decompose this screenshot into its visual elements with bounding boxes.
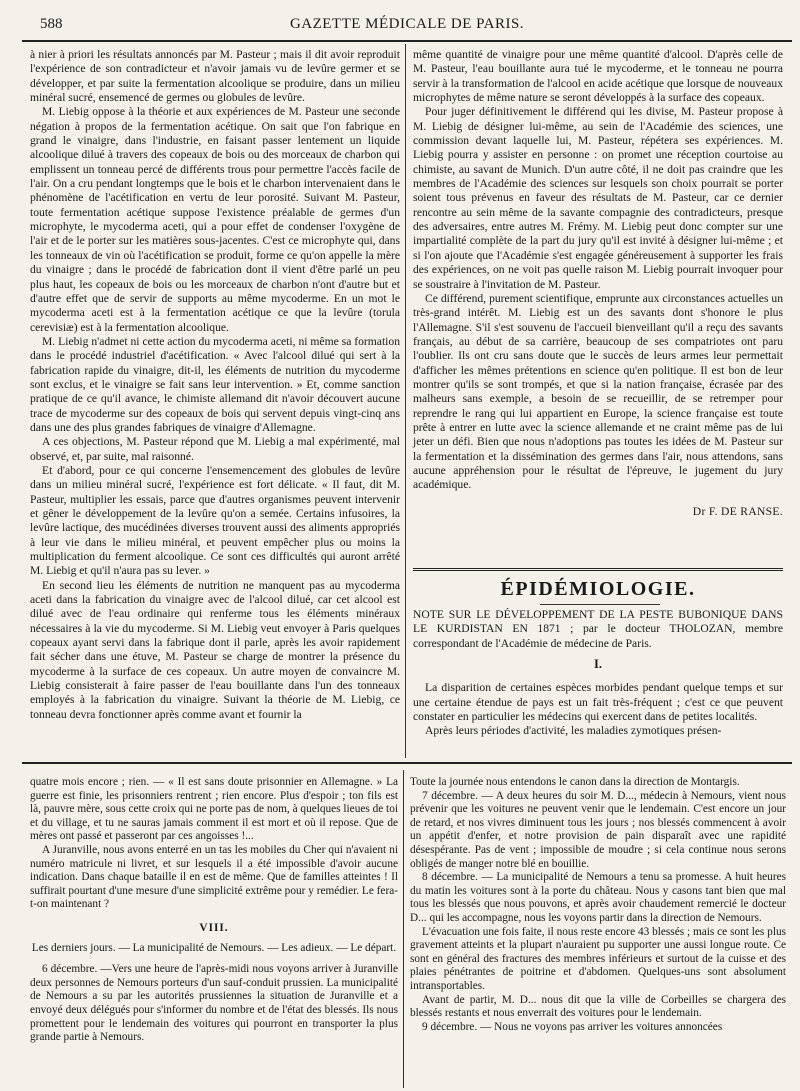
note-title: NOTE SUR LE DÉVELOPPEMENT DE LA PESTE BUBONIQUE DANS LE KURDISTAN EN 1871 ; par le docteur THOLOZAN, membre correspondant de l'Académie de médecine de Paris.: [413, 608, 783, 650]
feuilleton-separator: [22, 762, 792, 764]
feuilleton-left-column: [30, 776, 398, 1045]
page-number: 588: [40, 16, 63, 32]
paragraph: A ces objections, M. Pasteur répond que M. Liebig a mal expérimenté, mal observé, et, par suite, mal raisonné.: [30, 435, 400, 463]
author-signature: Dr F. DE RANSE.: [692, 504, 783, 518]
paragraph: Après leurs périodes d'activité, les maladies zymotiques présen-: [425, 724, 722, 738]
paragraph: 9 décembre. — Nous ne voyons pas arriver les voitures annoncées: [422, 1020, 723, 1033]
chapter-summary: Les derniers jours. — La municipalité de Nemours. — Les adieux. — Le départ.: [31, 941, 397, 954]
paragraph: 7 décembre. — A deux heures du soir M. D..., médecin à Nemours, vient nous prévenir que les voitures ne peuvent venir que le lendemain. C'est encore un jour de retard, et nos vivres diminuent tous les jours ; nos blessés commencent à avoir un appétit d'enfer, et notre provision de pain disparaît avec une rapidité désespérante. Pas de vent ; impossible de moudre ; si cela continue nous serons obligés de manger notre blé en bouillie.: [410, 789, 786, 870]
section-title: ÉPIDÉMIOLOGIE.: [500, 578, 696, 600]
left-column: [30, 48, 400, 756]
paragraph: 6 décembre. —Vers une heure de l'après-midi nous voyons arriver à Juranville deux personnes de Nemours porteurs d'un sauf-conduit prussien. La municipalité de Nemours a su par les autorités prussiennes la situation de Juranville et a envoyé deux délégués pour s'informer du nombre et de l'état des blessés. Ils nous promettent pour le lendemain des voitures qui pourront en transporter la plus grande partie à Nemours.: [30, 963, 398, 1044]
paragraph: La disparition de certaines espèces morbides pendant quelque temps et sur une certaine étendue de pays est un fait très-fréquent ; c'est ce que peuvent constater en particulier les médecins qui exercent dans de petites localités.: [413, 681, 783, 724]
journal-title: GAZETTE MÉDICALE DE PARIS.: [289, 16, 525, 32]
paragraph: 8 décembre. — La municipalité de Nemours a tenu sa promesse. A huit heures du matin les voitures sont à la porte du château. Nous y casons tant bien que mal tous les blessés que nous pouvons, et après avoir chaudement remercié le docteur D... qui les accompagne, nous les voyons partir dans la direction de Nemours.: [410, 871, 786, 924]
column-divider: [403, 770, 404, 1088]
column-divider: [405, 44, 406, 758]
paragraph: M. Liebig n'admet ni cette action du mycoderma aceti, ni même sa formation dans le procédé industriel d'acétification. « Avec l'alcool dilué qui sert à la fabrication rapide du vinaigre, dit-il, les éléments de nutrition du mycoderme sont exclus, et le vinaigre se fait sans leur intervention. » Et, comme sanction pratique de ce qu'il avance, le chimiste allemand dit n'avoir découvert aucune trace de mycoderme sur des copeaux de bois qui servent depuis vingt-cinq ans dans une des plus grandes fabriques de vinaigre d'Allemagne.: [30, 334, 400, 434]
right-column: [413, 48, 783, 519]
running-head: [22, 10, 792, 42]
paragraph: Pour juger définitivement le différend qui les divise, M. Pasteur propose à M. Liebig de désigner lui-même, au sein de l'Académie des sciences, une commission devant laquelle lui, M. Pasteur, répétera ses expériences. M. Liebig pourra y assister en personne : on promet une réception courtoise au chimiste, au savant de Munich. D'un autre côté, il ne doit pas craindre que les membres de l'Académie des sciences sur lesquels son choix pourrait se porter soient tous prévenus en faveur des résultats de M. Pasteur, car ce dernier rencontre au sein même de la savante compagnie des contradicteurs, presque des adversaires, entre autres M. Frémy. M. Liebig peut donc compter sur une impartialité complète de la part du jury qu'il est invité à désigner lui-même ; et si l'on ajoute que l'Académie s'est engagée généreusement à supporter les frais des expériences, on ne voit pas quelle raison M. Liebig pourrait invoquer pour se soustraire à l'invitation de M. Pasteur.: [413, 105, 783, 291]
paragraph: L'évacuation une fois faite, il nous reste encore 43 blessés ; mais ce sont les plus gravement atteints et la plupart n'auraient pu supporter une aussi longue route. Ce sont en général des fractures des membres inférieurs et surtout de la cuisse et des plaies pénétrantes de poitrine et d'abdomen. Quelques-uns sont absolument intransportables.: [410, 925, 786, 992]
paragraph: même quantité de vinaigre pour une même quantité d'alcool. D'après celle de M. Pasteur, l'eau bouillante aura tué le mycoderme, et le tonneau ne pourra servir à la transformation de l'alcool en acide acétique que lorsque de nouveaux microphytes de même nature se seront développés à la surface des copeaux.: [413, 48, 783, 105]
paragraph: A Juranville, nous avons enterré en un tas les mobiles du Cher qui n'avaient ni numéro matricule ni livret, et sur lesquels il a été impossible d'avoir aucune indication. Dans chaque bataille il en est de même. Que de familles atteintes ! Il suffirait pourtant d'une mesure d'une simplicité extrême pour y remédier. Le fera-t-on maintenant ?: [30, 843, 398, 911]
part-number: I.: [594, 657, 602, 672]
paragraph: Toute la journée nous entendons le canon dans la direction de Montargis.: [410, 776, 740, 788]
epidemiology-article: [413, 608, 783, 739]
paragraph: En second lieu les éléments de nutrition ne manquent pas au mycoderma aceti dans la fabrication du vinaigre avec de l'alcool dilué, car cet alcool est dilué avec de l'eau ordinaire qui renferme tous les éléments minéraux nécessaires à la vie du mycoderme. Si M. Liebig veut envoyer à Paris quelques copeaux ayant servi dans la fabrique dont il parle, après les avoir rapidement fait sécher dans une étuve, M. Pasteur se charge de montrer la présence du mycoderme à la surface de ces copeaux. Un autre moyen de convaincre M. Liebig consisterait à faire passer de l'eau bouillante dans l'un des tonneaux employés à la fabrication du vinaigre. Suivant la théorie de M. Liebig, ce tonneau devra fonctionner après comme avant et fournir la: [30, 578, 400, 721]
feuilleton-right-column: [410, 776, 786, 1034]
paragraph: Et d'abord, pour ce qui concerne l'ensemencement des globules de levûre dans un milieu minéral sucré, l'expérience est fort délicate. « Il faut, dit M. Pasteur, multiplier les essais, parce que d'autres organismes peuvent intervenir et gêner le développement de la levûre qu'on a semée. Certains infusoires, la levûre lactique, des mucédinées diverses trouvent aussi des aliments appropriés à leur vie dans le milieu minéral, et peuvent empêcher plus ou moins la multiplication du ferment alcoolique. Ce sont ces difficultés qui auront arrêté M. Liebig et qu'il n'aura pas su lever. »: [30, 463, 400, 578]
paragraph: Ce différend, purement scientifique, emprunte aux circonstances actuelles un très-grand intérêt. M. Liebig est un des savants dont s'honore le plus l'Allemagne. S'il s'est souvenu de l'accueil bienveillant qu'il a reçu des savants français, au début de sa carrière, beaucoup de ses compatriotes ont paru l'oublier. Ils ont cru sans doute que le succès de leurs armes leur permettait d'afficher les mêmes prétentions en science qu'en politique. Il est bon de leur montrer qu'ils se sont trompés, et que si la nation française, écrasée par des malheurs sans exemple, a besoin de se recueillir, de se retremper pour reprendre le rang qui lui appartient en Europe, la science française est toute prête à entrer en lutte avec la science allemande et ne craint même pas de lui jeter un défi. Bien que nous n'adoptions pas toutes les idées de M. Pasteur sur la fermentation et la dissémination des germes dans l'air, nous attendons, sans aucune appréhension pour le résultat de l'épreuve, le jugement du jury académique.: [413, 291, 783, 492]
paragraph: M. Liebig oppose à la théorie et aux expériences de M. Pasteur une seconde négation à propos de la fermentation acétique. On sait que l'on fabrique en grand le vinaigre, dans l'industrie, en faisant passer lentement un liquide alcoolique dilué à travers des copeaux de bois ou des morceaux de charbon qui emplissent un tonneau percé de différents trous pour permettre l'accès facile de l'air. On a cru pendant longtemps que le bois et le charbon intervenaient dans le phénomène de l'acétification en vertu de leur porosité. Suivant M. Pasteur, toute fermentation acétique suppose l'existence préalable de germes d'un microphyte, le mycoderma aceti, qui a pour effet de condenser l'oxygène de l'air et de le porter sur les matières sous-jacentes. C'est ce microphyte qui, dans les tonneaux de vin où l'acétification se produit, forme ce qu'on appelle la mère du vinaigre ; dans le procédé de fabrication dont il vient d'être parlé un peu plus haut, les copeaux de bois ou les morceaux de charbon n'ont d'autre but et d'autre effet que de servir de supports au même mycoderme. En un mot le mycoderma aceti est à la fermentation acétique ce que la levûre (torula cerevisiæ) est à la fermentation alcoolique.: [30, 105, 400, 334]
chapter-number: VIII.: [199, 921, 229, 934]
title-underline: [540, 604, 660, 605]
paragraph: à nier à priori les résultats annoncés par M. Pasteur ; mais il dit avoir reproduit l'expérience de son contradicteur et n'avoir jamais vu de levûre germer et se développer, et par suite la fermentation alcoolique se produire, dans un milieu minéral sucré, ensemencé de germes ou globules de levûre.: [30, 48, 400, 105]
paragraph: quatre mois encore ; rien. — « Il est sans doute prisonnier en Allemagne. » La guerre est finie, les prisonniers rentrent ; rien encore. Plus d'espoir ; ton fils est là, pauvre mère, sous cette croix qui ne porte pas de nom, à quelques lieues de toi et du village, et tu ne sauras jamais comment il est mort et où il repose. Que de mères ont passé et passeront par ces angoisses !...: [30, 776, 398, 843]
paragraph: Avant de partir, M. D... nous dit que la ville de Corbeilles se chargera des blessés restants et nous enverrait des voitures pour le lendemain.: [410, 993, 786, 1020]
